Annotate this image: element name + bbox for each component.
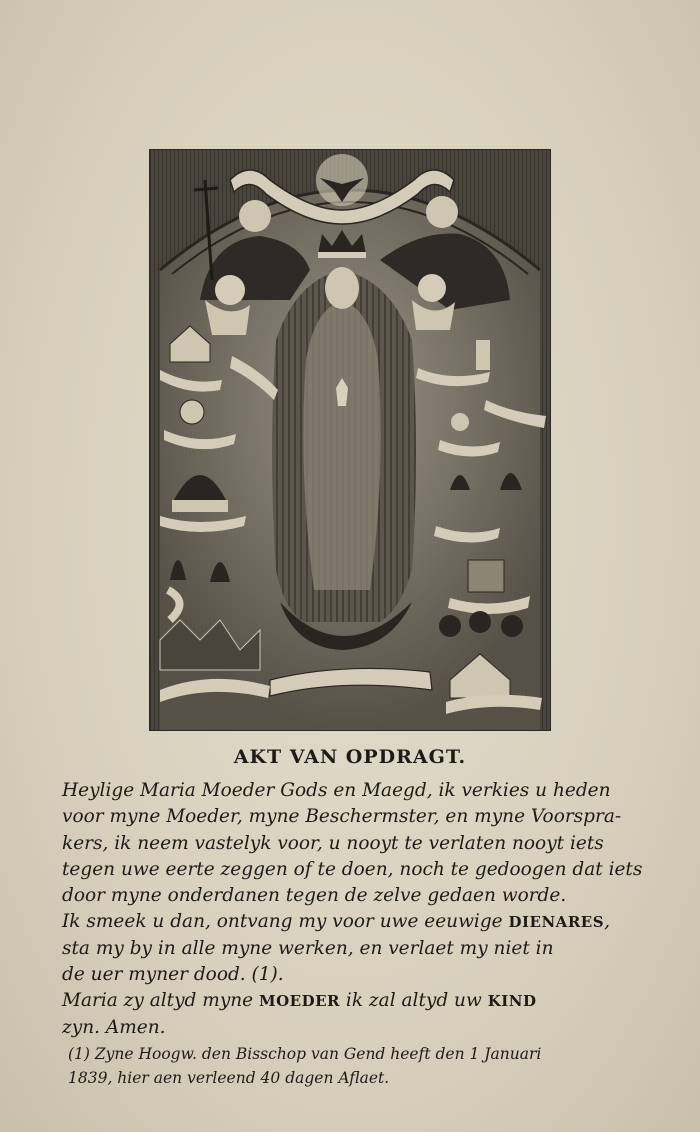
virgin-mary-engraving [150, 150, 550, 730]
prayer-fragment: ik zal altyd uw [340, 990, 488, 1012]
prayer-line: kers, ik neem vastelyk voor, u nooyt te verlaten nooyt iets [62, 832, 604, 854]
prayer-fragment: , [604, 911, 610, 933]
cherub-right-icon [418, 274, 446, 302]
prayer-line: Heylige Maria Moeder Gods en Maegd, ik verkies u heden [62, 780, 611, 801]
prayer-line: voor myne Moeder, myne Beschermster, en myne Voorspra- [62, 806, 622, 828]
prayer-line [62, 909, 662, 935]
prayer-line: zyn. Amen. [62, 1016, 166, 1038]
prayer-emphasis: KIND [487, 992, 537, 1011]
holy-spirit-dove-icon [316, 154, 368, 206]
page-title: AKT VAN OPDRAGT. [233, 746, 467, 768]
prayer-text [62, 778, 662, 1041]
prayer-line: de uer myner dood. (1). [62, 964, 284, 986]
prayer-fragment: Maria zy altyd myne [62, 990, 260, 1012]
cherub-left-icon [215, 275, 245, 305]
prayer-line [62, 988, 662, 1014]
prayer-line: tegen uwe eerte zeggen of te doen, noch te gedoogen dat iets [62, 858, 643, 880]
engraving-illustration [150, 150, 550, 730]
prayer-line: sta my by in alle myne werken, en verlaet my niet in [62, 937, 554, 959]
prayer-line: door myne onderdanen tegen de zelve gedaen worde. [62, 885, 567, 907]
footnote-line: 1839, hier aen verleend 40 dagen Aflaet. [68, 1069, 390, 1087]
prayer-emphasis: MOEDER [259, 992, 341, 1011]
prayer-fragment: Ik smeek u dan, ontvang my voor uwe eeuwige [62, 911, 509, 933]
virgin-mary-figure [272, 267, 416, 622]
prayer-emphasis: DIENARES [508, 913, 605, 932]
indulgence-footnote [68, 1042, 668, 1090]
footnote-line: (1) Zyne Hoogw. den Bisschop van Gend heeft den 1 Januari [68, 1045, 542, 1063]
